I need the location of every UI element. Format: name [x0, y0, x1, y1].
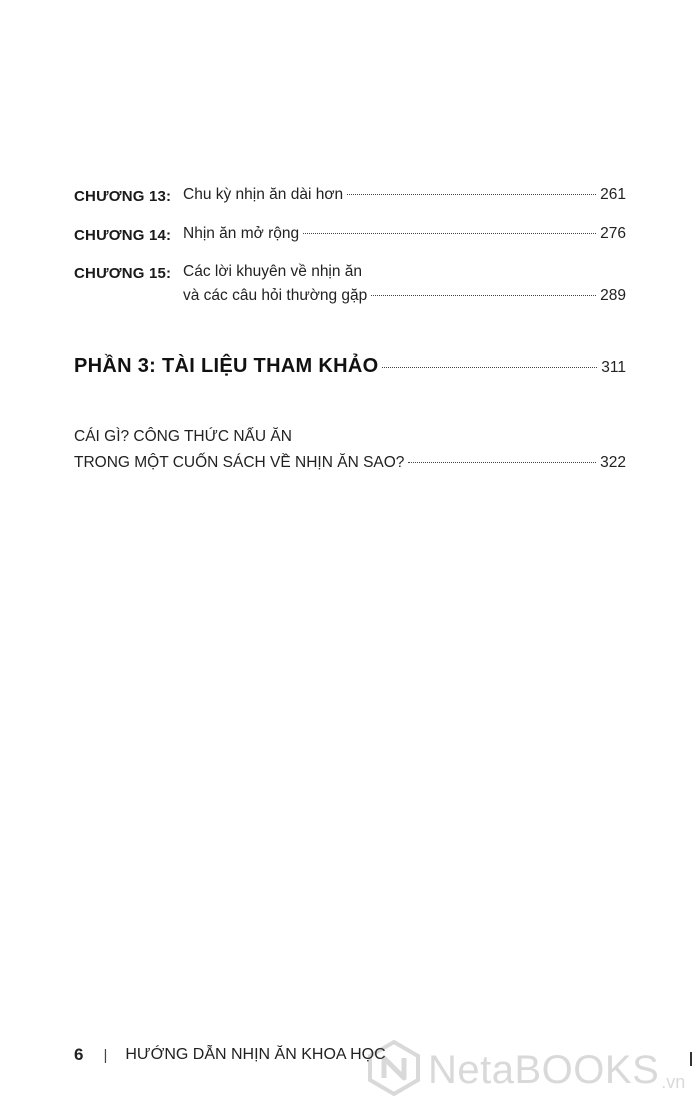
chapter-14-entry	[183, 225, 626, 243]
chapter-15-label: CHƯƠNG 15:	[74, 265, 172, 282]
chapter-14-title: Nhịn ăn mở rộng	[183, 225, 300, 242]
chapter-15-entry	[183, 287, 626, 305]
watermark-suffix: .vn	[661, 1072, 686, 1092]
leader-dots	[408, 462, 596, 463]
page-footer	[74, 1045, 386, 1065]
chapter-13-title: Chu kỳ nhịn ăn dài hơn	[183, 186, 344, 203]
appendix-page: 322	[600, 454, 626, 471]
appendix-entry	[74, 454, 626, 472]
watermark-text: NetaBOOKS	[428, 1048, 660, 1092]
page-edge-mark	[690, 1052, 692, 1066]
part-3-page: 311	[601, 359, 626, 376]
chapter-14-page: 276	[600, 225, 626, 242]
chapter-15-title-line2: và các câu hỏi thường gặp	[183, 287, 368, 304]
netabooks-logo-icon	[366, 1040, 422, 1101]
chapter-13-label: CHƯƠNG 13:	[74, 188, 172, 205]
chapter-15-page: 289	[600, 287, 626, 304]
leader-dots	[303, 233, 596, 234]
chapter-13-entry	[183, 186, 626, 204]
chapter-15-title-line1: Các lời khuyên về nhịn ăn	[183, 263, 363, 280]
leader-dots	[347, 194, 596, 195]
running-title: HƯỚNG DẪN NHỊN ĂN KHOA HỌC	[125, 1046, 386, 1063]
chapter-13-page: 261	[600, 186, 626, 203]
page-number: 6	[74, 1045, 84, 1064]
appendix-title-line1: CÁI GÌ? CÔNG THỨC NẤU ĂN	[74, 428, 292, 445]
leader-dots	[371, 295, 596, 296]
footer-separator: |	[103, 1046, 108, 1064]
chapter-14-label: CHƯƠNG 14:	[74, 227, 172, 244]
appendix-title-line2: TRONG MỘT CUỐN SÁCH VỀ NHỊN ĂN SAO?	[74, 454, 405, 471]
part-3-title: PHẦN 3: TÀI LIỆU THAM KHẢO	[74, 355, 379, 377]
leader-dots	[382, 367, 597, 368]
watermark	[366, 1040, 685, 1101]
part-3-entry	[74, 355, 626, 378]
